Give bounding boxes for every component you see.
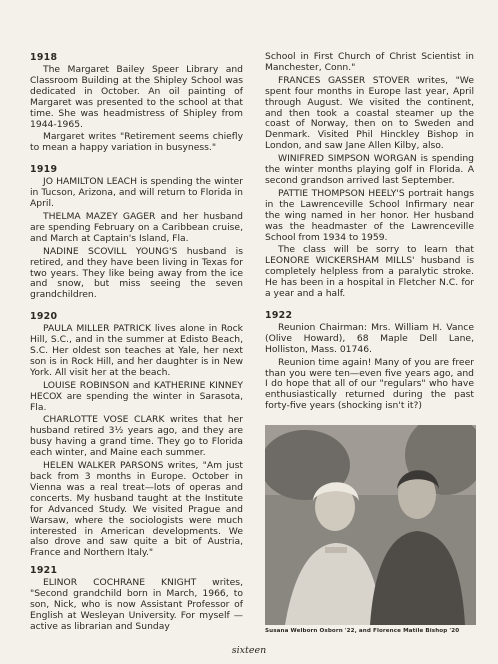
paragraph: THELMA MAZEY GAGER and her husband are spending February on a Caribbean cruise, and March at Captain's Island, Fla. xyxy=(30,210,243,244)
class-year-heading: 1921 xyxy=(30,565,58,577)
photograph xyxy=(265,425,476,625)
paragraph: HELEN WALKER PARSONS writes, "Am just back from 3 months in Europe. October in Vienna was a real treat—lots of operas and concerts. My husband taught at the Institute for Advanced Study. We visited Prague and Warsaw, where the sociologists were much interested in American developments. We also drove and saw quite a bit of Austria, France and Northern Italy." xyxy=(30,460,243,559)
right-column xyxy=(265,52,474,414)
paragraph: The class will be sorry to learn that LEONORE WICKERSHAM MILLS' husband is completely helpless from a paralytic stroke. He has been in a hospital in Fletcher N.C. for a year and a half. xyxy=(265,244,474,300)
paragraph: CHARLOTTE VOSE CLARK writes that her husband retired 3½ years ago, and they are busy having a grand time. They go to Florida each winter, and Maine each summer. xyxy=(30,414,243,459)
paragraph: WINIFRED SIMPSON WORGAN is spending the winter months playing golf in Florida. A second grandson arrived last September. xyxy=(265,153,474,186)
page-number: sixteen xyxy=(231,645,267,656)
paragraph: Reunion Chairman: Mrs. William H. Vance (Olive Howard), 68 Maple Dell Lane, Holliston, Mass. 01746. xyxy=(265,321,474,355)
paragraph: Margaret writes "Retirement seems chiefly to mean a happy variation in busyness." xyxy=(30,131,243,154)
paragraph: LOUISE ROBINSON and KATHERINE KINNEY HECOX are spending the winter in Sarasota, Fla. xyxy=(30,379,243,413)
class-year-heading: 1922 xyxy=(265,309,293,321)
paragraph: NADINE SCOVILL YOUNG'S husband is retired, and they have been living in Texas for two years. They like being away from the ice and snow, but miss seeing the seven grandchildren. xyxy=(30,245,243,301)
paragraph: The Margaret Bailey Speer Library and Classroom Building at the Shipley School was dedicated in October. An oil painting of Margaret was presented to the school at that time. She was headmistress of Shipley from 1944-1965. xyxy=(30,64,243,130)
photo-illustration xyxy=(265,425,476,625)
class-year-heading: 1919 xyxy=(30,164,58,176)
class-year-heading: 1918 xyxy=(30,52,58,63)
paragraph: School in First Church of Christ Scientist in Manchester, Conn." xyxy=(265,51,474,73)
class-year-heading: 1920 xyxy=(30,311,58,323)
paragraph: PAULA MILLER PATRICK lives alone in Rock Hill, S.C., and in the summer at Edisto Beach, S.C. Her oldest son teaches at Yale, her next son is in Rock Hill, and her daughter is in New York. All visit her at the beach. xyxy=(30,323,243,378)
paragraph: Reunion time again! Many of you are freer than you were ten—even five years ago, and I do hope that all of our "regulars" who have enthusiastically returned during the past forty-five years (shocking isn't it?) xyxy=(265,356,474,412)
paragraph: JO HAMILTON LEACH is spending the winter in Tucson, Arizona, and will return to Florida in April. xyxy=(30,176,243,210)
paragraph: PATTIE THOMPSON HEELY'S portrait hangs in the Lawrenceville School Infirmary near the wing named in her honor. Her husband was the headmaster of the Lawrenceville School from 1934 to 1959. xyxy=(265,187,474,243)
paragraph: FRANCES GASSER STOVER writes, "We spent four months in Europe last year, April through August. We visited the continent, and then took a coastal steamer up the coast of Norway, then on to Sweden and Denmark. Visited Phil Hinckley Bishop in London, and saw Jane Allen Kilby, also. xyxy=(265,74,474,152)
photo-caption: Susana Welborn Osborn '22, and Florence Matile Bishop '20 xyxy=(265,628,460,634)
paragraph: ELINOR COCHRANE KNIGHT writes, "Second grandchild born in March, 1966, to son, Nick, who is now Assistant Professor of English at Wesleyan University. For myself — active as librarian and Sunday xyxy=(30,577,243,632)
left-column xyxy=(30,52,243,635)
